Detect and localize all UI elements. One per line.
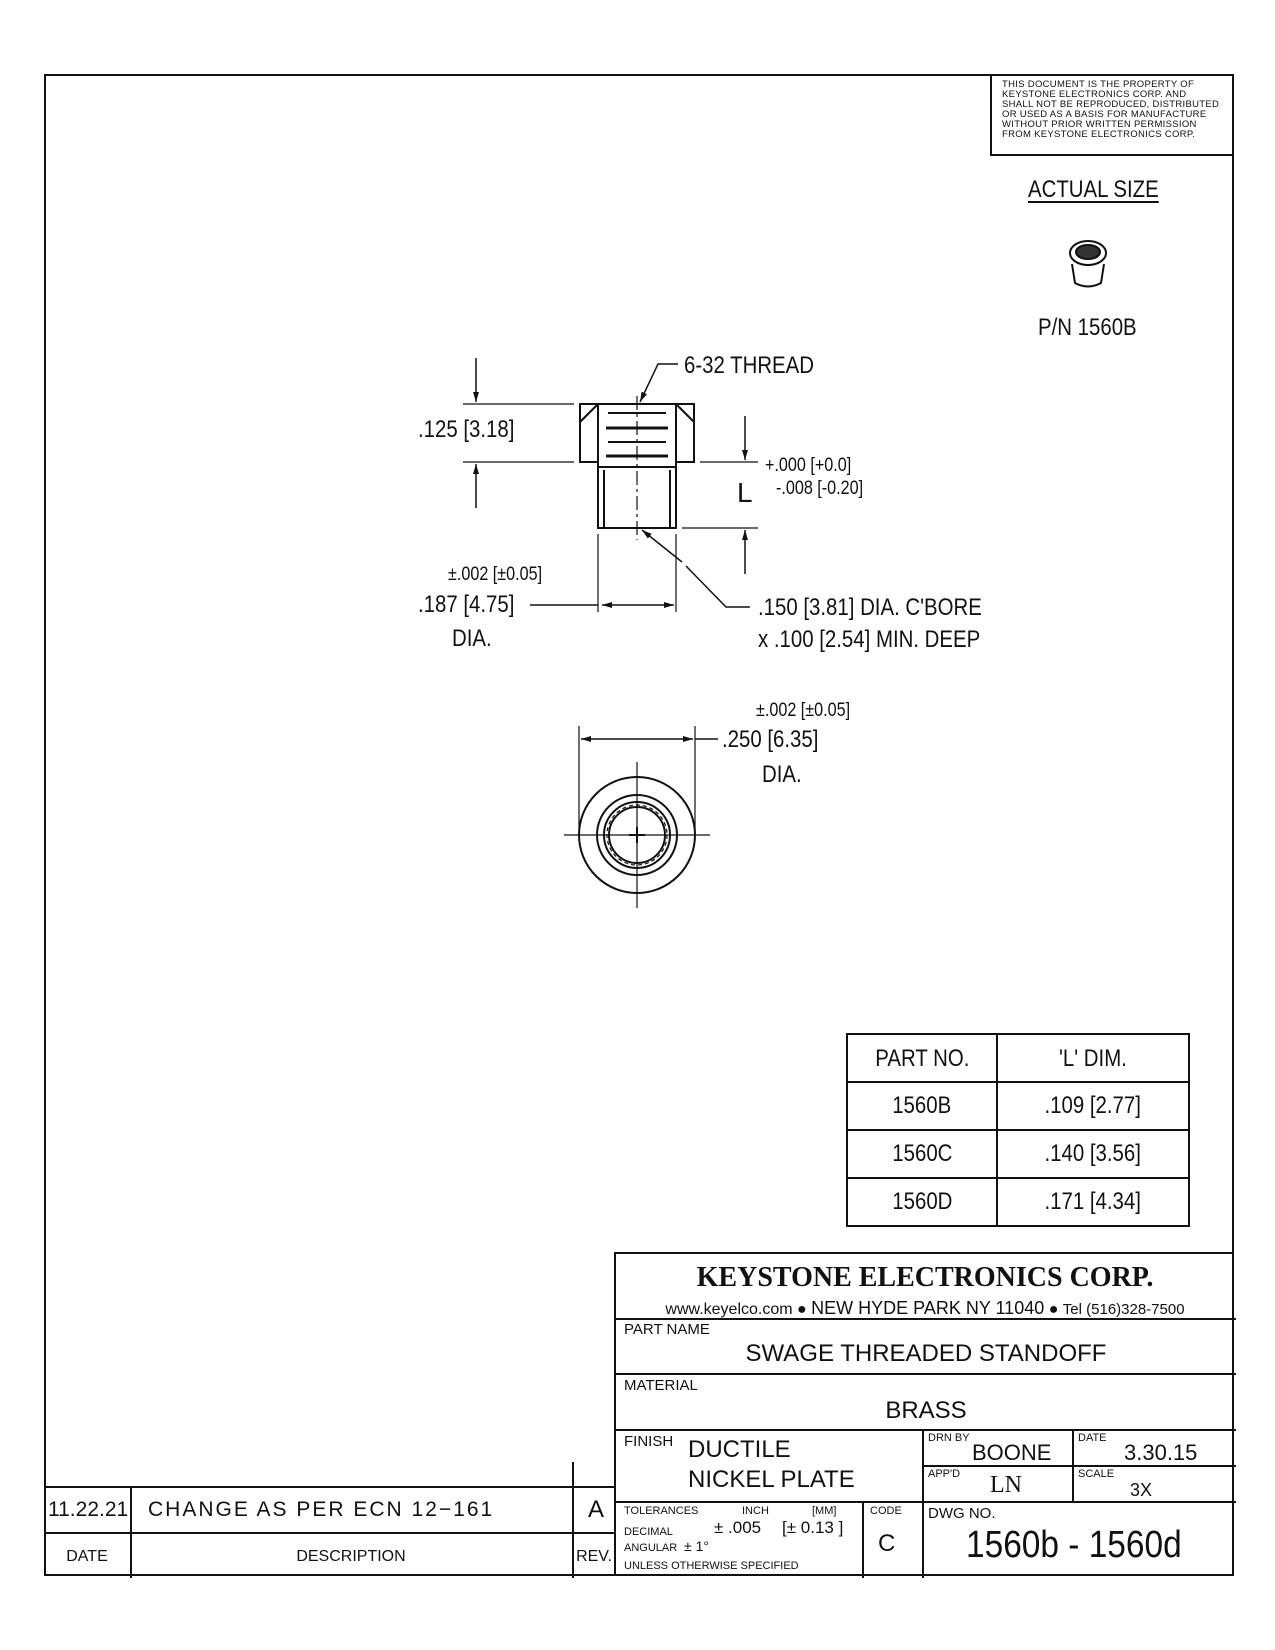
decimal-label: DECIMAL bbox=[624, 1526, 673, 1538]
cbore-callout-line2: x .100 [2.54] MIN. DEEP bbox=[758, 626, 981, 653]
inch-label: INCH bbox=[742, 1505, 769, 1517]
dwg-no-label: DWG NO. bbox=[928, 1505, 996, 1522]
divider bbox=[616, 1501, 1236, 1503]
unless-note: UNLESS OTHERWISE SPECIFIED bbox=[624, 1560, 799, 1572]
rev-header: REV. bbox=[576, 1548, 612, 1565]
appd-label: APP'D bbox=[928, 1468, 961, 1480]
l-tolerance-minus: -.008 [-0.20] bbox=[776, 478, 864, 499]
material-label: MATERIAL bbox=[624, 1377, 698, 1394]
revision-letter: A bbox=[588, 1496, 605, 1523]
material-value: BRASS bbox=[885, 1397, 967, 1424]
flange-dia-suffix: DIA. bbox=[762, 761, 802, 788]
drn-by-value: BOONE bbox=[972, 1440, 1052, 1465]
scale-value: 3X bbox=[1130, 1480, 1153, 1500]
company-address: NEW HYDE PARK NY 11040 bbox=[811, 1298, 1045, 1318]
decimal-mm: [± 0.13 ] bbox=[782, 1518, 844, 1537]
scale-label: SCALE bbox=[1078, 1468, 1115, 1480]
notice-line: WITHOUT PRIOR WRITTEN PERMISSION bbox=[1002, 119, 1197, 130]
date-value: 3.30.15 bbox=[1124, 1440, 1198, 1465]
notice-line: OR USED AS A BASIS FOR MANUFACTURE bbox=[1002, 109, 1207, 120]
l-dim-value: .109 [2.77] bbox=[1044, 1092, 1142, 1119]
table-row bbox=[848, 1129, 1188, 1177]
standoff-side-view bbox=[580, 396, 694, 540]
notice-line: THIS DOCUMENT IS THE PROPERTY OF bbox=[1002, 79, 1195, 90]
standoff-top-view bbox=[564, 762, 710, 908]
tolerances-label: TOLERANCES bbox=[624, 1505, 699, 1517]
mm-label: [MM] bbox=[812, 1505, 837, 1517]
actual-size-label: ACTUAL SIZE bbox=[1028, 176, 1159, 203]
body-dia-dimension: .187 [4.75] bbox=[418, 591, 515, 618]
drn-by-label: DRN BY bbox=[928, 1432, 970, 1444]
part-name-value: SWAGE THREADED STANDOFF bbox=[745, 1340, 1107, 1367]
company-website: www.keyelco.com bbox=[665, 1301, 793, 1318]
code-label: CODE bbox=[870, 1505, 902, 1517]
finish-line2: NICKEL PLATE bbox=[688, 1466, 855, 1493]
notice-line: FROM KEYSTONE ELECTRONICS CORP. bbox=[1002, 129, 1196, 140]
finish-line1: DUCTILE bbox=[688, 1436, 791, 1463]
l-dim-value: .171 [4.34] bbox=[1044, 1188, 1142, 1215]
angular-label: ANGULAR bbox=[624, 1542, 678, 1554]
date-label: DATE bbox=[1078, 1432, 1107, 1444]
flange-dia-tolerance: ±.002 [±0.05] bbox=[756, 700, 851, 721]
divider bbox=[616, 1318, 1236, 1320]
body-dia-tolerance: ±.002 [±0.05] bbox=[448, 564, 543, 585]
parts-table bbox=[846, 1033, 1190, 1227]
decimal-inch: ± .005 bbox=[714, 1518, 762, 1537]
header-part-no: PART NO. bbox=[874, 1045, 970, 1072]
table-row bbox=[848, 1081, 1188, 1129]
company-name: KEYSTONE ELECTRONICS CORP. bbox=[696, 1262, 1154, 1293]
notice-line: KEYSTONE ELECTRONICS CORP. AND bbox=[1002, 89, 1187, 100]
flange-dia-dimension: .250 [6.35] bbox=[722, 726, 819, 753]
l-tolerance-plus: +.000 [+0.0] bbox=[765, 455, 852, 476]
divider bbox=[922, 1429, 924, 1578]
angular-value: ± 1° bbox=[684, 1538, 709, 1554]
bullet: ● bbox=[797, 1301, 812, 1318]
part-number: 1560D bbox=[891, 1188, 953, 1215]
divider bbox=[616, 1429, 1236, 1431]
body-dia-suffix: DIA. bbox=[452, 625, 492, 652]
table-header-row bbox=[848, 1035, 1188, 1083]
revision-description: CHANGE AS PER ECN 12−161 bbox=[148, 1498, 495, 1521]
actual-size-part-number: P/N 1560B bbox=[1038, 314, 1137, 341]
appd-value: LN bbox=[990, 1472, 1022, 1498]
notice-line: SHALL NOT BE REPRODUCED, DISTRIBUTED bbox=[1002, 99, 1220, 110]
height-dimension: .125 [3.18] bbox=[418, 416, 515, 443]
part-number: 1560C bbox=[891, 1140, 953, 1167]
actual-size-icon bbox=[1070, 241, 1106, 287]
l-dim-value: .140 [3.56] bbox=[1044, 1140, 1142, 1167]
code-value: C bbox=[878, 1530, 896, 1557]
part-name-label: PART NAME bbox=[624, 1321, 710, 1338]
cbore-callout-line1: .150 [3.81] DIA. C'BORE bbox=[758, 594, 982, 621]
part-number: 1560B bbox=[892, 1092, 952, 1119]
thread-callout: 6-32 THREAD bbox=[684, 352, 815, 379]
divider bbox=[862, 1501, 864, 1578]
table-row bbox=[848, 1177, 1188, 1225]
description-header: DESCRIPTION bbox=[296, 1548, 406, 1565]
revision-block bbox=[44, 1486, 616, 1576]
finish-label: FINISH bbox=[624, 1433, 674, 1450]
l-dimension-label: L bbox=[737, 477, 753, 508]
company-phone: Tel (516)328-7500 bbox=[1062, 1301, 1185, 1318]
bullet: ● bbox=[1048, 1301, 1063, 1318]
drawing-number: 1560b - 1560d bbox=[966, 1524, 1182, 1566]
title-block bbox=[614, 1252, 1234, 1576]
divider bbox=[616, 1373, 1236, 1375]
company-contact bbox=[616, 1298, 1234, 1319]
date-header: DATE bbox=[66, 1548, 108, 1565]
revision-date: 11.22.21 bbox=[48, 1498, 129, 1521]
header-l-dim: 'L' DIM. bbox=[1059, 1045, 1127, 1072]
